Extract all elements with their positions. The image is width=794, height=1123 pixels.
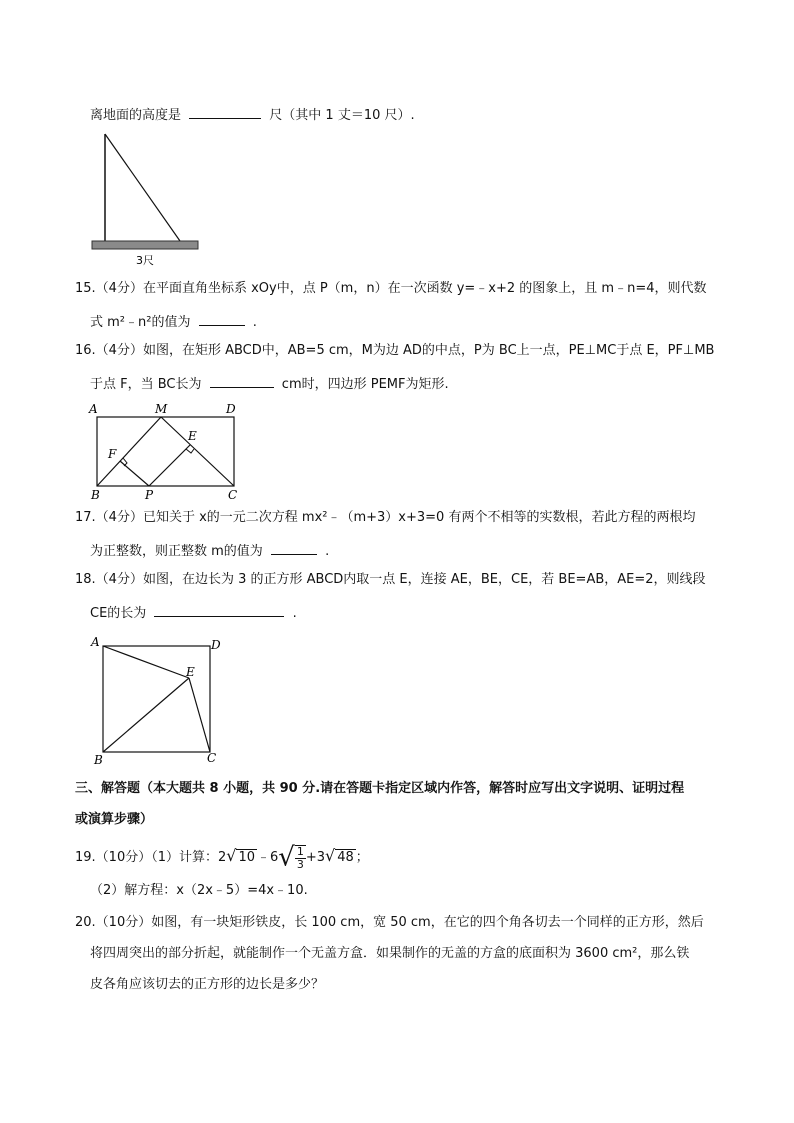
q18-square xyxy=(103,646,210,752)
q16-label-e: E xyxy=(188,429,197,443)
q15-line2-after: . xyxy=(252,315,257,330)
q16-right-angle-e xyxy=(186,449,194,453)
q14-text xyxy=(90,104,415,125)
q16-label-m: M xyxy=(155,402,168,416)
q20-line1: 20.（10分）如图，有一块矩形铁皮，长 100 cm，宽 50 cm，在它的四个角各切去一个同样的正方形，然后 xyxy=(75,915,704,930)
sqrt-sign: √ xyxy=(325,846,336,865)
q15-line2-before: 式 m²﹣n²的值为 xyxy=(90,315,191,330)
q16-line2-after: cm时，四边形 PEMF为矩形. xyxy=(281,377,449,392)
q18-label-b: B xyxy=(94,753,103,767)
q19-fraction-denominator: 3 xyxy=(296,857,304,871)
q16-answer-blank[interactable] xyxy=(210,373,274,388)
q19-operator-1: ﹣6 xyxy=(257,850,279,865)
q16-label-f: F xyxy=(108,447,117,461)
q17-line2-before: 为正整数，则正整数 m的值为 xyxy=(90,544,263,559)
q17-line2 xyxy=(90,540,329,561)
q15-answer-blank[interactable] xyxy=(199,311,245,326)
q15-line1: 15.（4分）在平面直角坐标系 xOy中，点 P（m，n）在一次函数 y=﹣x+2 的图象上，且 m﹣n=4，则代数 xyxy=(75,281,707,296)
q18-figure xyxy=(88,632,233,768)
q18-line2-after: . xyxy=(292,606,297,621)
q14-ground xyxy=(92,241,198,249)
q18-line2-before: CE的长为 xyxy=(90,606,147,621)
q17-line2-after: . xyxy=(325,544,330,559)
q20-line3: 皮各角应该切去的正方形的边长是多少？ xyxy=(90,977,325,992)
q16-line-mb xyxy=(97,417,161,486)
q20-line2: 将四周突出的部分折起，就能制作一个无盖方盒．如果制作的无盖的方盒的底面积为 3600 cm²，那么铁 xyxy=(90,946,690,961)
q16-line-pe xyxy=(149,445,190,486)
q18-answer-blank[interactable] xyxy=(154,602,284,617)
q16-label-p: P xyxy=(145,488,154,502)
q18-line-be xyxy=(103,678,189,752)
q16-label-d: D xyxy=(226,402,236,416)
q16-line1: 16.（4分）如图，在矩形 ABCD中，AB=5 cm，M为边 AD的中点，P为 BC上一点，PE⊥MC于点 E，PF⊥MB xyxy=(75,343,715,358)
q16-label-b: B xyxy=(91,488,100,502)
q19-fraction-numerator: 1 xyxy=(296,844,304,858)
q18-label-a: A xyxy=(91,635,100,649)
q16-line-pf xyxy=(120,461,149,486)
q14-text-after: 尺（其中 1 丈＝10 尺）. xyxy=(269,108,415,123)
section3-heading-line2: 或演算步骤） xyxy=(75,812,154,827)
q14-answer-blank[interactable] xyxy=(189,104,261,119)
q16-line-mc xyxy=(161,417,234,486)
q18-line2 xyxy=(90,602,297,623)
q19-part2: （2）解方程：x（2x﹣5）=4x﹣10. xyxy=(90,883,308,898)
sqrt-sign: √ xyxy=(278,842,295,873)
q18-label-c: C xyxy=(207,751,217,765)
q19-radicand-2: 48 xyxy=(337,850,354,865)
q14-figure xyxy=(88,130,208,270)
q16-label-c: C xyxy=(228,488,238,502)
q14-text-before: 离地面的高度是 xyxy=(90,108,182,123)
q18-line-ce xyxy=(189,678,210,752)
q17-answer-blank[interactable] xyxy=(271,540,317,555)
section3-heading-line1: 三、解答题（本大题共 8 小题，共 90 分.请在答题卡指定区域内作答，解答时应写出文字说明、证明过程 xyxy=(75,781,685,796)
q17-line1: 17.（4分）已知关于 x的一元二次方程 mx²﹣（m+3）x+3=0 有两个不相等的实数根，若此方程的两根均 xyxy=(75,510,696,525)
q18-label-d: D xyxy=(211,638,221,652)
q19-line1 xyxy=(75,842,369,872)
q18-line-ae xyxy=(103,646,189,678)
q16-label-a: A xyxy=(89,402,98,416)
q19-end: ； xyxy=(355,850,369,865)
q16-line2 xyxy=(90,373,449,394)
q19-radicand-1: 10 xyxy=(238,850,256,865)
q14-figure-label: 3尺 xyxy=(136,254,154,267)
q15-line2 xyxy=(90,311,257,332)
q19-fraction xyxy=(295,845,306,871)
q16-rectangle xyxy=(97,417,234,486)
q16-figure xyxy=(85,398,255,502)
q19-operator-2: +3 xyxy=(305,850,326,865)
q16-line2-before: 于点 F，当 BC长为 xyxy=(90,377,202,392)
q19-prefix: 19.（10分）（1）计算：2 xyxy=(75,850,227,865)
q18-line1: 18.（4分）如图，在边长为 3 的正方形 ABCD内取一点 E，连接 AE，BE，CE，若 BE=AB，AE=2，则线段 xyxy=(75,572,706,587)
sqrt-sign: √ xyxy=(226,846,237,865)
q14-rope xyxy=(105,134,180,241)
q18-label-e: E xyxy=(186,665,195,679)
